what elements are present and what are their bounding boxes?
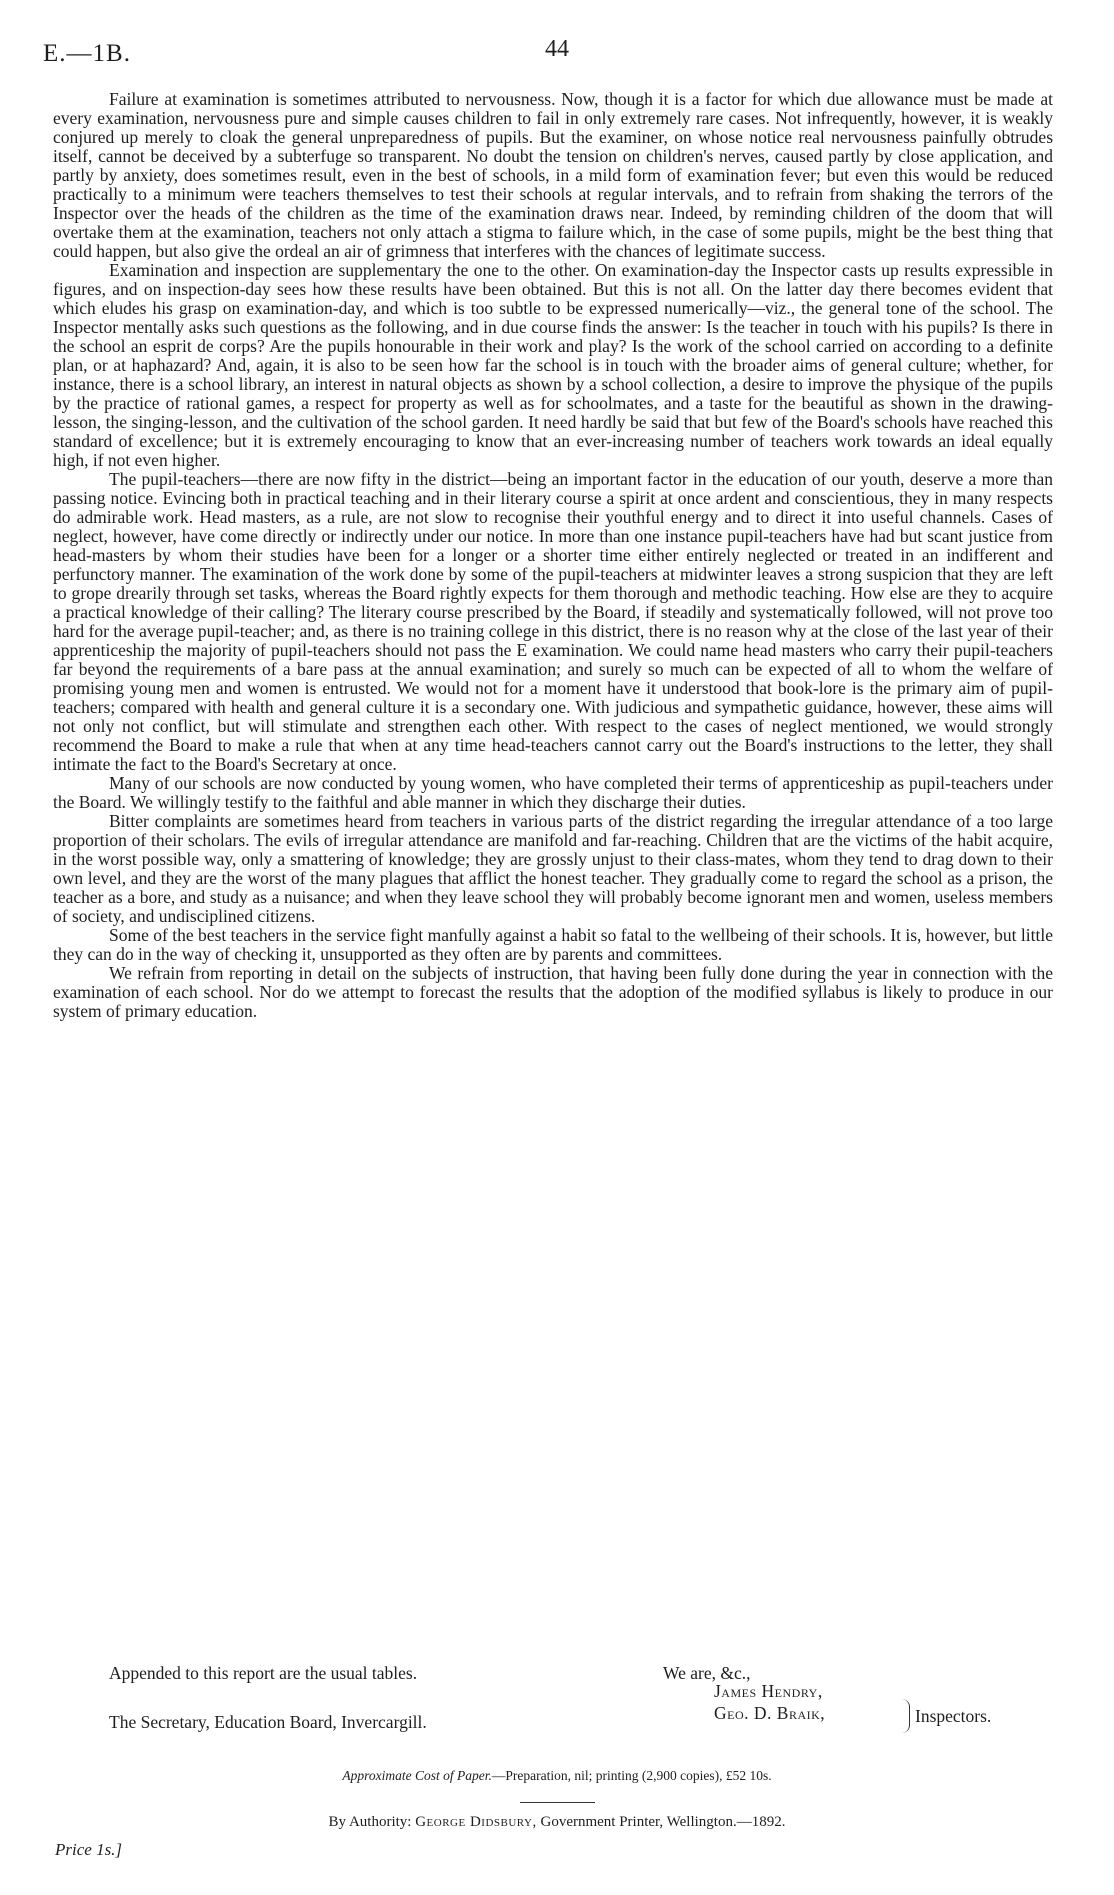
cost-label: Approximate Cost of Paper.	[342, 1768, 492, 1783]
valediction: We are, &c.,	[663, 1663, 751, 1683]
authority-prefix: By Authority:	[328, 1814, 412, 1830]
authority-line	[0, 1814, 1114, 1831]
signatory-braik: Geo. D. Braik,	[714, 1703, 826, 1723]
paragraph-pupil-teachers: The pupil-teachers—there are now fifty in the district—being an important factor in the education of our youth, deserve a more than passing notice. Evincing both in practical teaching and in their literary course a spirit at once ardent and conscientious, they in many respects do admirable work. Head masters, as a rule, are not slow to recognise their youthful energy and to direct it into useful channels. Cases of neglect, however, have come directly or indirectly under our notice. In more than one instance pupil-teachers have had but scant justice from head-masters by whom their studies have been for a longer or a shorter time either entirely neglected or treated in an indifferent and perfunctory manner. The examination of the work done by some of the pupil-teachers at midwinter leaves a strong suspicion that they are left to grope drearily through set tasks, whereas the Board rightly expects for them thorough and methodic teaching. How else are they to acquire a practical knowledge of their calling? The literary course prescribed by the Board, if steadily and systematically followed, will not prove too hard for the average pupil-teacher; and, as there is no training college in this district, there is no reason why at the close of the last year of their apprenticeship the majority of pupil-teachers should not pass the E examination. We could name head masters who carry their pupil-teachers far beyond the requirements of a bare pass at the annual examination; and surely so much can be expected of all to whom the welfare of promising young men and women is entrusted. We would not for a moment have it understood that book-lore is the primary aim of pupil-teachers; compared with health and general culture it is a secondary one. With judicious and sympathetic guidance, however, these aims will not only not conflict, but will stimulate and strengthen each other. With respect to the cases of neglect mentioned, we would strongly recommend the Board to make a rule that when at any time head-teachers cannot carry out the Board's instructions to the letter, they shall intimate the fact to the Board's Secretary at once.	[53, 469, 1053, 774]
paragraph-inspection: Examination and inspection are supplementary the one to the other. On examination-day the Inspector casts up results expressible in figures, and on inspection-day sees how these results have been obtained. But this is not all. On the latter day there becomes evident that which eludes his grasp on examination-day, and which is too subtle to be expressed numerically—viz., the general tone of the school. The Inspector mentally asks such questions as the following, and in due course finds the answer: Is the teacher in touch with his pupils? Is there in the school an esprit de corps? Are the pupils honourable in their work and play? Is the work of the school carried on according to a definite plan, or at haphazard? And, again, it is also to be seen how far the school is in touch with the broader aims of general culture; whether, for instance, there is a school library, an interest in natural objects as shown by a school collection, a desire to improve the physique of the pupils by the practice of rational games, a respect for property as well as for schoolmates, and a taste for the beautiful as shown in the drawing-lesson, the singing-lesson, and the cultivation of the school garden. It need hardly be said that but few of the Board's schools have reached this standard of excellence; but it is extremely encouraging to know that an ever-increasing number of teachers work towards an ideal equally high, if not even higher.	[53, 260, 1053, 470]
authority-suffix: Government Printer, Wellington.—1892.	[540, 1814, 786, 1830]
paragraph-best-teachers: Some of the best teachers in the service fight manfully against a habit so fatal to the wellbeing of their schools. It is, however, but little they can do in the way of checking it, unsupported as they often are by parents and committees.	[53, 925, 1053, 964]
signatory-brace	[902, 1699, 910, 1733]
printer-name: George Didsbury,	[415, 1814, 537, 1830]
paragraph-nervousness: Failure at examination is sometimes attributed to nervousness. Now, though it is a factor for which due allowance must be made at every examination, nervousness pure and simple causes children to fail in only extremely rare cases. Not infrequently, however, it is weakly conjured up merely to cloak the general unpreparedness of pupils. But the examiner, on whose notice real nervousness painfully obtrudes itself, cannot be deceived by a subterfuge so transparent. No doubt the tension on children's nerves, caused partly by close application, and partly by anxiety, does sometimes result, even in the best of schools, in a mild form of examination fever; but even this would be reduced practically to a minimum were teachers themselves to test their schools at regular intervals, and to refrain from shaking the terrors of the Inspector over the heads of the children as the time of the examination draws near. Indeed, by reminding children of the doom that will overtake them at the examination, teachers not only attach a stigma to failure which, in the case of some pupils, might be the best thing that could happen, but also give the ordeal an air of grimness that interferes with the chances of legitimate success.	[53, 89, 1053, 261]
document-code: E.—1B.	[43, 40, 131, 67]
inspectors-label: Inspectors.	[915, 1706, 992, 1726]
report-body	[53, 90, 1053, 1021]
price-note: Price 1s.]	[55, 1840, 123, 1859]
page-number: 44	[545, 36, 569, 62]
footer-rule	[520, 1802, 595, 1803]
paragraph-attendance: Bitter complaints are sometimes heard from teachers in various parts of the district regarding the irregular attendance of a too large proportion of their scholars. The evils of irregular attendance are manifold and far-reaching. Children that are the victims of the habit acquire, in the worst possible way, only a smattering of knowledge; they are grossly unjust to their class-mates, whom they tend to drag down to their own level, and they are the worst of the many plagues that afflict the honest teacher. They gradually come to regard the school as a prison, the teacher as a bore, and study as a nuisance; and when they leave school they will probably become ignorant men and women, useless members of society, and undisciplined citizens.	[53, 811, 1053, 926]
paragraph-young-women: Many of our schools are now conducted by young women, who have completed their terms of apprenticeship as pupil-teachers under the Board. We willingly testify to the faithful and able manner in which they discharge their duties.	[53, 773, 1053, 812]
signatory-hendry: James Hendry,	[714, 1681, 823, 1701]
addressee: The Secretary, Education Board, Invercargill.	[109, 1712, 427, 1732]
appended-note: Appended to this report are the usual tables.	[109, 1663, 418, 1683]
cost-note	[0, 1768, 1114, 1784]
cost-text: —Preparation, nil; printing (2,900 copies), £52 10s.	[491, 1768, 772, 1783]
paragraph-syllabus: We refrain from reporting in detail on the subjects of instruction, that having been fully done during the year in connection with the examination of each school. Nor do we attempt to forecast the results that the adoption of the modified syllabus is likely to produce in our system of primary education.	[53, 963, 1053, 1021]
